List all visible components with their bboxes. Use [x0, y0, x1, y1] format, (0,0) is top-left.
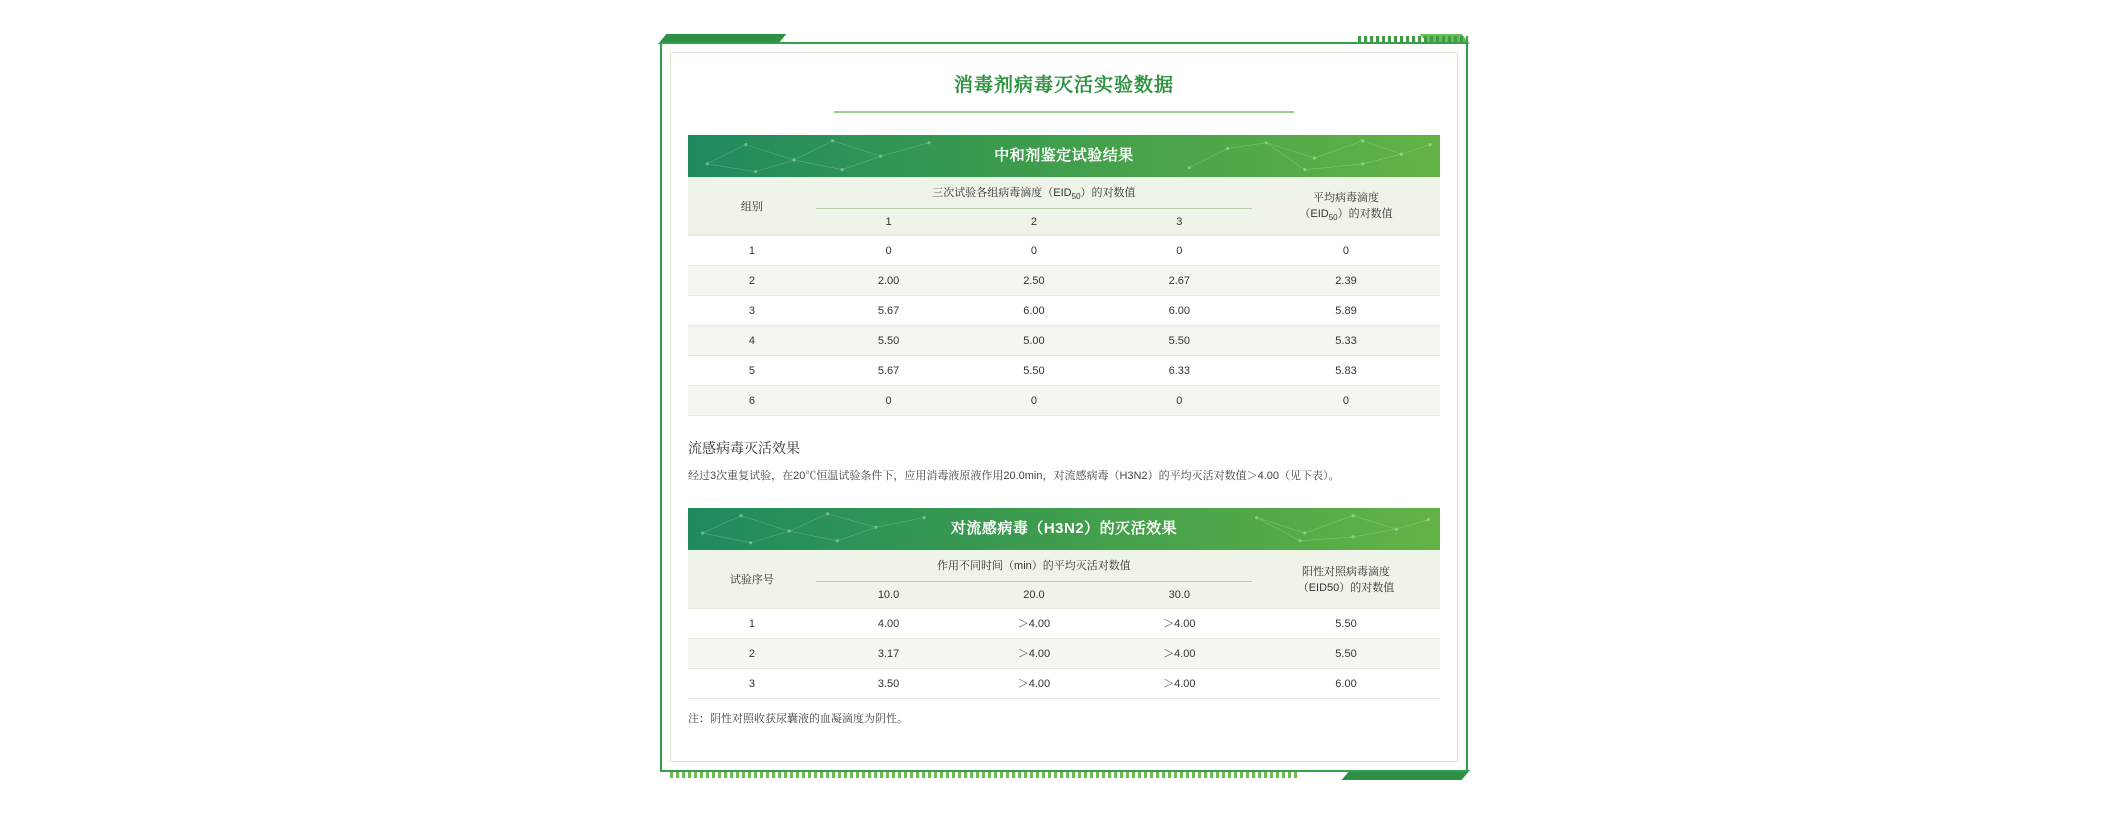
table-row	[688, 356, 1440, 386]
table-row	[688, 386, 1440, 416]
cell-average: 5.33	[1252, 326, 1440, 356]
cell-value-2: 0	[1030, 244, 1037, 257]
cell-values-grid	[816, 328, 1252, 354]
section2-heading: 流感病毒灭活效果	[688, 440, 800, 456]
header-control-line2: （EID50）的对数值	[1297, 582, 1395, 594]
cell-value-2: 0	[1030, 394, 1037, 407]
cell-value-1: 5.67	[877, 364, 900, 377]
section-header-neutralizer	[688, 135, 1440, 177]
section-header-inactivation	[688, 508, 1440, 550]
cell-average: 5.83	[1252, 356, 1440, 386]
header-subcolumns	[816, 208, 1252, 235]
cell-group: 1	[688, 236, 816, 266]
cell-value-1: 3.17	[877, 647, 900, 660]
table-header-row	[688, 177, 1440, 236]
table-header-row	[688, 550, 1440, 609]
cell-value-1: 5.67	[877, 304, 900, 317]
cell-value-1: 5.50	[877, 334, 900, 347]
cell-value-1: 2.00	[877, 274, 900, 287]
header-group-titer	[816, 177, 1252, 236]
cell-values	[816, 236, 1252, 266]
table-row	[688, 266, 1440, 296]
cell-value-2: ＞4.00	[1017, 647, 1051, 660]
table-neutralizer-results	[688, 177, 1440, 416]
cell-group: 2	[688, 266, 816, 296]
cell-control: 5.50	[1252, 609, 1440, 639]
cell-value-3: 5.50	[1168, 334, 1191, 347]
cell-value-2: ＞4.00	[1017, 677, 1051, 690]
cell-values	[816, 296, 1252, 326]
cell-value-1: 4.00	[877, 617, 900, 630]
cell-values-grid	[816, 611, 1252, 637]
cell-average: 0	[1252, 386, 1440, 416]
cell-value-2: 6.00	[1023, 304, 1045, 317]
cell-values-grid	[816, 268, 1252, 294]
title-divider	[834, 111, 1294, 113]
cell-average: 0	[1252, 236, 1440, 266]
cell-values-grid	[816, 671, 1252, 697]
cell-control: 6.00	[1252, 669, 1440, 699]
cell-value-3: 6.33	[1168, 364, 1191, 377]
section3-title: 对流感病毒（H3N2）的灭活效果	[950, 520, 1178, 537]
table-row	[688, 326, 1440, 356]
table-inactivation-results	[688, 550, 1440, 699]
cell-values	[816, 356, 1252, 386]
cell-group: 3	[688, 296, 816, 326]
page-title: 消毒剂病毒灭活实验数据	[953, 75, 1174, 96]
cell-control: 5.50	[1252, 639, 1440, 669]
header-control-line1: 阳性对照病毒滴度	[1301, 566, 1390, 578]
cell-group: 4	[688, 326, 816, 356]
header-trial-label: 试验序号	[688, 550, 816, 609]
cell-values-grid	[816, 298, 1252, 324]
cell-value-3: ＞4.00	[1163, 617, 1196, 630]
header-subcol-3: 30.0	[1168, 588, 1191, 601]
cell-trial-no: 1	[688, 609, 816, 639]
cell-values-grid	[816, 358, 1252, 384]
cell-group: 5	[688, 356, 816, 386]
header-group-time-label: 作用不同时间（min）的平均灭活对数值	[937, 559, 1131, 572]
cell-average: 5.89	[1252, 296, 1440, 326]
cell-values-grid	[816, 388, 1252, 414]
table-row	[688, 639, 1440, 669]
table-row	[688, 236, 1440, 266]
cell-value-2: 5.50	[1023, 364, 1045, 377]
cell-value-3: 2.67	[1168, 274, 1191, 287]
cell-group: 6	[688, 386, 816, 416]
header-subcol-1: 1	[885, 215, 892, 228]
header-subcol-2: 2	[1030, 215, 1037, 228]
cell-average: 2.39	[1252, 266, 1440, 296]
cell-trial-no: 2	[688, 639, 816, 669]
document-card	[660, 42, 1468, 772]
header-group-time	[816, 550, 1252, 609]
cell-value-3: 6.00	[1168, 304, 1191, 317]
cell-values	[816, 266, 1252, 296]
card-content	[688, 64, 1440, 750]
table-row	[688, 669, 1440, 699]
cell-value-1: 0	[885, 244, 892, 257]
cell-values	[816, 326, 1252, 356]
header-subcol-2: 20.0	[1023, 588, 1045, 601]
cell-values-grid	[816, 238, 1252, 264]
cell-values	[816, 669, 1252, 699]
header-subcol-3: 3	[1176, 215, 1183, 228]
cell-value-3: ＞4.00	[1163, 677, 1196, 690]
cell-value-1: 3.50	[877, 677, 900, 690]
header-group-titer-label: 三次试验各组病毒滴度$(EID_{50})$的对数值	[932, 186, 1136, 201]
cell-values	[816, 386, 1252, 416]
table-footnote: 注：阴性对照收获尿囊液的血凝滴度为阴性。	[688, 713, 908, 725]
table-row	[688, 609, 1440, 639]
header-subcolumns	[816, 581, 1252, 608]
header-average-line2: $(EID_{50})$的对数值	[1299, 208, 1393, 223]
cell-values-grid	[816, 641, 1252, 667]
header-subcol-1: 10.0	[877, 588, 900, 601]
cell-trial-no: 3	[688, 669, 816, 699]
cell-value-3: 0	[1176, 244, 1183, 257]
cell-values	[816, 639, 1252, 669]
header-average-titer	[1252, 177, 1440, 236]
header-average-line1: 平均病毒滴度	[1312, 192, 1379, 205]
cell-value-2: 5.00	[1023, 334, 1045, 347]
cell-value-3: ＞4.00	[1163, 647, 1196, 660]
header-group-label: 组别	[688, 177, 816, 236]
header-control-titer	[1252, 550, 1440, 609]
cell-value-3: 0	[1176, 394, 1183, 407]
cell-values	[816, 609, 1252, 639]
section2-paragraph: 经过3次重复试验，在20℃恒温试验条件下，应用消毒液原液作用20.0min，对流感病毒（H3N2）的平均灭活对数值＞4.00（见下表）。	[688, 470, 1340, 482]
cell-value-2: ＞4.00	[1017, 617, 1051, 630]
table-row	[688, 296, 1440, 326]
cell-value-1: 0	[885, 394, 892, 407]
section1-title: 中和剂鉴定试验结果	[994, 147, 1134, 164]
cell-value-2: 2.50	[1023, 274, 1045, 287]
